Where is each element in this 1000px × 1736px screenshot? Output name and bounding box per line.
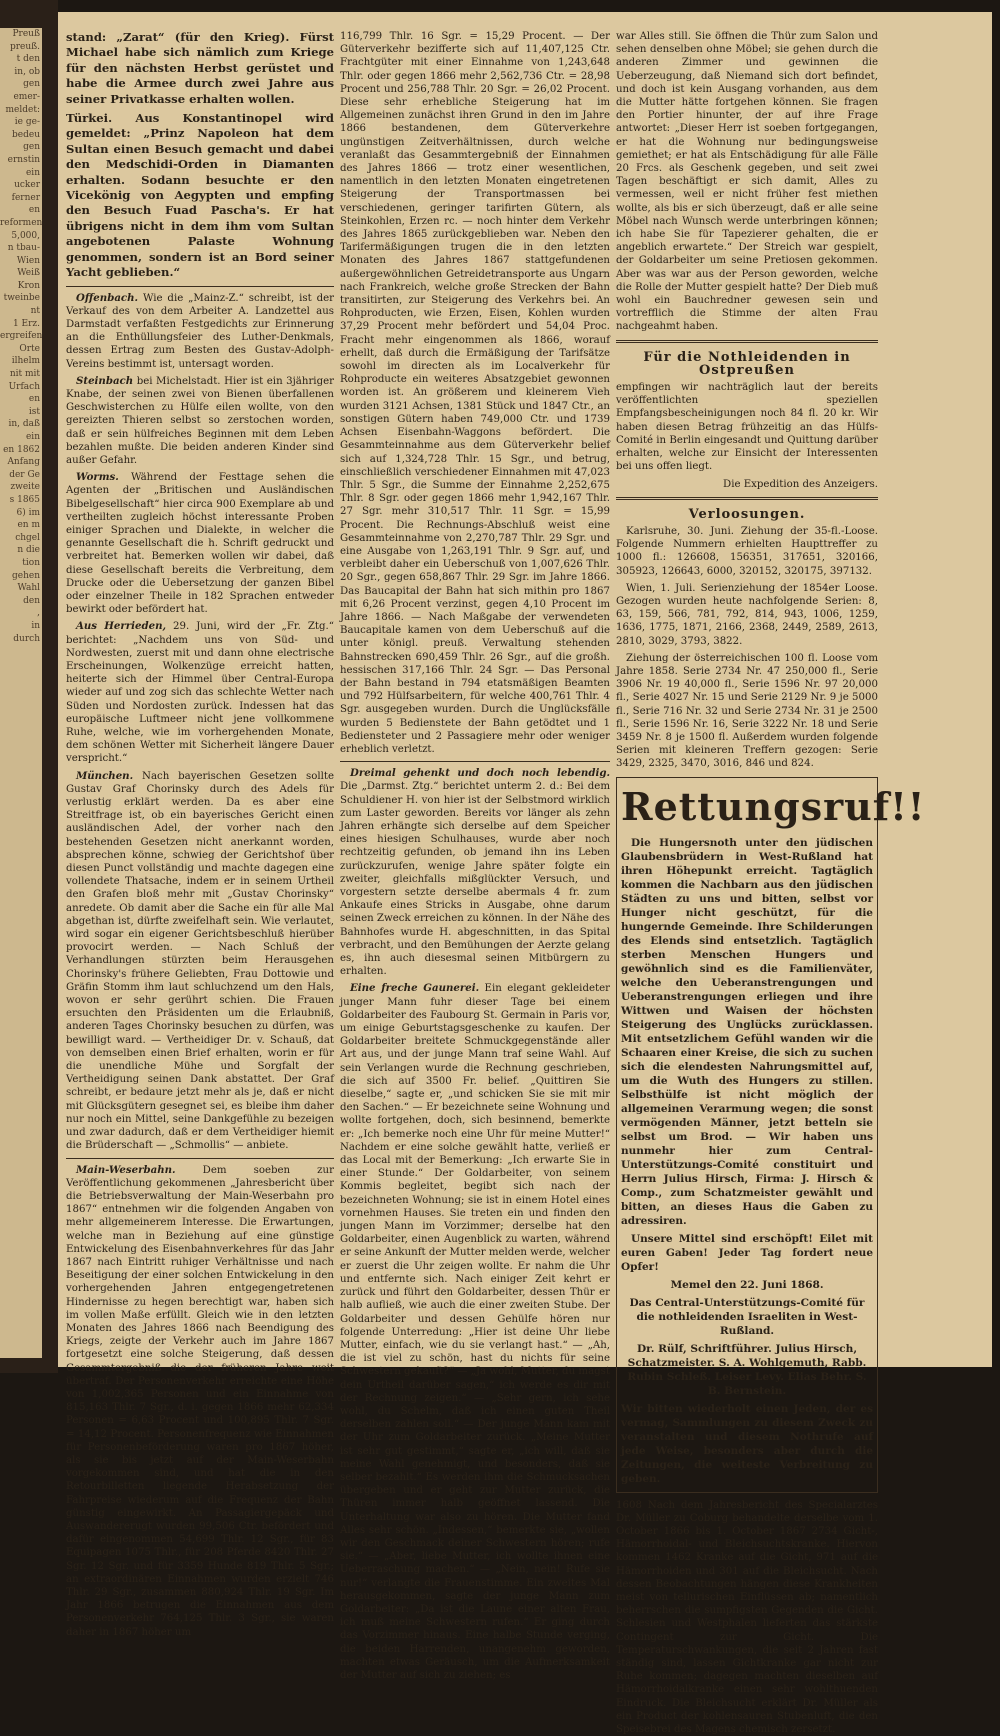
prev-page-fragment: reformen <box>0 217 43 228</box>
notice-signature: Die Expedition des Anzeigers. <box>723 478 878 490</box>
article-herrieden: Aus Herrieden, 29. Juni, wird der „Fr. Ztg.“ berichtet: „Nachdem uns von Süd- und Nordwesten, zuerst mit und dann ohne electrische Erscheinungen, Wolkenzüge erreicht hatten, heiterte sich der Himmel über Central-Europa wieder auf und zog sich das schlechte Wetter nach Süden und Nordosten zurück. Indessen hat das europäische Luftmeer nicht jene vollkommene Ruhe, welche, wie im vorhergehenden Monate, dem schönen Wetter mit Sicherheit längere Dauer verspricht.“ <box>66 620 334 765</box>
article-gaunerei: Eine freche Gaunerei. Ein elegant gekleideter junger Mann fuhr dieser Tage bei einem Goldarbeiter des Faubourg St. Germain in Paris vor, um einige Geburtstagsgeschenke zu kaufen. Der Goldarbeiter breitete Schmuckgegenstände aller Art aus, und der junge Mann traf seine Wahl. Auf sein Verlangen wurde die Rechnung geschrieben, die sich auf 3500 Fr. belief. „Quittiren Sie dieselbe,“ sagte er, „und schicken Sie sie mit mir den Sachen.“ — Er bezeichnete seine Wohnung und wollte fortgehen, doch, sich besinnend, bemerkte er: „Ich bemerke noch eine Uhr für meine Mutter!“ Nachdem er eine solche gewählt hatte, verließ er das Local mit der Bemerkung: „Ich erwarte Sie in einer Stunde.“ Der Goldarbeiter, von seinem Kommis begleitet, begibt sich nach der bezeichneten Wohnung; sie ist in einem Hotel eines vornehmen Hauses. Sie treten ein und finden den jungen Mann im Vorzimmer; derselbe hat den Goldarbeiter, einen Augenblick zu warten, während er seine Ankunft der Mutter melden werde, welcher er zuerst die Uhr zeigen wollte. Er nahm die Uhr und entfernte sich. Nach einiger Zeit kehrt er zurück und führt den Goldarbeiter, dessen Thür er halb aufließ, wie auch die einer zweiten Stube. Der Goldarbeiter und dessen Gehülfe hören nur folgende Unterredung: „Hier ist deine Uhr liebe Mutter, einfach, wie du sie verlangt hast.“ — „Ah, die ist viel zu schön, hast du nichts für seine Schwestern gekauft?“ — „Ja wohl, Mutter, du magst dein Urtheil darüber sagen,“ ich werde es dir mit der Rechnung zeigen.“ — „Sehr gern, ich sehe wohl, du Schelm, daß ich einen guten Theil derselben zahlen soll.“ — Der junge Mann kam mit der Uhr zum Goldarbeiter zurück. „Meine Mutter ist sehr gut gestimmt,“ sagte er, „ich will, daß sie meine Wahl genehmigt, und besonders, daß sie selber bezahlt.“ Es werden ihm die Schmucksachen übergeben und er geht zur Mutter zurück, die Thüren immer halb geöffnet lassend. Die Unterhaltung war also zu hören. Die Mutter fand Alles sehr schön. „Indessen,“ bemerkte sie, „wollen wir den Geschmack deiner Schwestern hören; rufe sie.“ — „Aber, liebe Mutter, ich wollte ihnen eine Ueberraschung machen.“ — „Nein, nein! Rufe sie nur!“ verlangte die Frauenstimme. Ein zweites Mal herausgekommen, sagte der junge Mann zum Goldarbeiter: „Da ist die Laune einer alten Frau, ich muß meine Schwestern rufen.“ Er ging durch das Vorzimmer hinaus. Eine halbe Stunde verging, die beiden Harrenden, unangenehm geworden, machten etwas Geräusch, um die Aufmerksamkeit der Mutter auf sich zu ziehen; es <box>340 982 610 1681</box>
prev-page-fragment: tweinbe <box>3 293 40 304</box>
prev-page-fragment: zweite <box>10 482 40 493</box>
prev-page-fragment: der Ge <box>9 469 40 480</box>
prev-page-fragment: nt <box>30 306 40 317</box>
prev-page-fragment: tion <box>22 557 40 568</box>
appeal-urgent: Unsere Mittel sind erschöpft! Eilet mit euren Gaben! Jeder Tag fordert neue Opfer! <box>621 1232 873 1273</box>
separator <box>340 761 610 762</box>
appeal-committee: Das Central-Unterstützungs-Comité für die nothleidenden Israeliten in West-Rußland. <box>629 1296 865 1337</box>
prev-page-fragment: ilhelm <box>11 356 40 367</box>
article-muenchen: München. Nach bayerischen Gesetzen sollte Gustav Graf Chorinsky durch des Adels für verlustig erklärt werden. Da es aber eine Streitfrage ist, ob ein bayerisches Gericht einen ausländischen Adel, der vorher nach den bestehenden Gesetzen nicht anerkannt worden, absprechen könne, schwieg der Gerichtshof über diesen Punct vollständig und machte dagegen eine vollendete Thatsache, indem er in seinem Urtheil den Grafen bloß mehr mit „Gustav Chorinsky“ anredete. Ob damit aber die Sache ein für alle Mal abgethan ist, dürfte zweifelhaft sein. Wie verlautet, wird sogar ein eigener Gerichtsbeschluß hierüber provocirt werden. — Nach Schluß der Verhandlungen stürzten beim Herausgehen Chorinsky's frühere Geliebten, Frau Dottowie und Gräfin Stomm ihm laut schluchzend um den Hals, wovon er sehr gerührt schien. Die Frauen ersuchten den Präsidenten um die Erlaubniß, anderen Tages Chorinsky besuchen zu dürfen, was bewilligt ward. — Vertheidiger Dr. v. Schauß, dat von demselben einen Brief erhalten, worin er für die unendliche Mühe und Sorgfalt der Vertheidigung seinen Dank abstattet. Der Graf schreibt, er bedaure jetzt mehr als je, daß er nicht mit Glücksgütern gesegnet sei, es bleibe ihm daher nur noch ein Mittel, seine Dankgefühle zu bezeigen und zwar dadurch, daß er dem Vertheidiger hiemit die Brüderschaft — „Schmollis“ — anbiete. <box>66 769 334 1152</box>
prev-page-fragment: durch <box>13 633 40 644</box>
prev-page-fragment: Wien <box>16 255 40 266</box>
lottery-wien: Wien, 1. Juli. Serienziehung der 1854er Loose. Gezogen wurden heute nachfolgende Serien: 8, 63, 159, 566, 781, 792, 814, 943, 1006, 1259, 1636, 1775, 1871, 2166, 2368, 2449, 2589, 2613, 2810, 3029, 3793, 3822. <box>616 582 878 647</box>
prev-page-fragment: n die <box>17 545 40 556</box>
prev-page-fragment: emer- <box>13 91 40 102</box>
prev-page-fragment: meldet: <box>5 104 40 115</box>
prev-page-fragment: gehen <box>11 570 40 581</box>
prev-page-fragment: Urfach <box>8 381 40 392</box>
article-main-weserbahn: Main-Weserbahn. Dem soeben zur Veröffentlichung gekommenen „Jahresbericht über die Betriebsverwaltung der Main-Weserbahn pro 1867“ entnehmen wir die folgenden Angaben von mehr allgemeinerem Interesse. Die Erwartungen, welche man in Beziehung auf eine günstige Entwickelung des Eisenbahnverkehres für das Jahr 1867 nach Eintritt ruhiger Verhältnisse und nach Beseitigung der einer solchen Entwickelung in den vorhergehenden Jahren entgegengetretenen Hindernisse zu hegen berechtigt war, haben sich im vollen Maße erfüllt. Gleich wie in den letzten Monaten des Jahres 1866 nach Beendigung des Kriegs, zeigte der Verkehr auch im Jahre 1867 fortgesetzt eine solche Steigerung, daß dessen Gesammtergebniß die der früheren Jahre weit übertraf. Der Personenverkehr erreichte eine Höhe von 1,002,365 Personen und ein Einnahme von 815,163 Thlr. 7 Sgr., d. i. gegen 1866 mehr 62,334 Personen = 6,63 Procent und 100,895 Thlr. 7 Sgr. = 14,12 Procent. Personenfrequenz wie Einnahmen für Personenbeförderung waren pro 1867 höher, als sie bis jetzt auf der Main-Weserbahn vorgekommen sind, und hat die in den Retourbilletten liegende Herabsetzung der Fahrpreise wiederum auf die Frequenz der Bahn günstig eingewirkt. An Passagiergepäck und Auswandererugt wurden 99,506 Ctr. befördert und dafür eingenommen 54,699 Thlr. 12 Sgr., für 83 Equipagen 1075 Thlr., für 208 Pferde 8420 Thlr. 27 Sgr. 12 Sgr. und für 3359 Hunde 819 Thlr. 5 Sgr.; an extraordinären Einnahmen wurden erzielt 746 Thlr. 29 Sgr., zusammen 880,924 Thlr. 19 Sgr. Im Jahr 1866 betrugen die Einnahmen aus dem Personenverkehr 764,125 Thlr. 3 Sgr., sie waren daher in 1867 höher um <box>66 1163 334 1638</box>
separator <box>66 1158 334 1159</box>
appeal-title: Rettungsruf!! <box>621 783 926 829</box>
appeal-box <box>616 777 926 1493</box>
prev-page-fragment: in, ob <box>14 66 40 77</box>
section-title-ostpreussen: Für die Nothleidenden in Ostpreußen <box>643 349 851 378</box>
article-serbia-end: stand: „Zarat“ (für den Krieg). Fürst Michael habe sich nämlich zum Kriege für den nächsten Herbst gerüstet und habe die Armee durch zwei Jahre aus seiner Privatkasse erhalten wollen. <box>66 30 334 106</box>
prev-page-fragment: gen <box>23 142 40 153</box>
prev-page-fragment: preuß. <box>9 41 40 52</box>
prev-page-fragment: Preuß <box>12 29 40 39</box>
prev-page-fragment: en m <box>17 520 40 531</box>
appeal-date: Memel den 22. Juni 1868. <box>670 1278 824 1291</box>
article-steinbach: Steinbach bei Michelstadt. Hier ist ein 3jähriger Knabe, der seinen zwei von Bienen überfallenen Geschwisterchen zu Hülfe eilen wollte, von den gereizten Thieren selbst so zerstochen worden, daß er sein hülfreiches Beginnen mit dem Leben bezahlen mußte. Die beiden anderen Kinder sind außer Gefahr. <box>66 374 334 466</box>
prev-page-fragment: den <box>23 595 40 606</box>
prev-page-fragment: 6) im <box>16 507 40 518</box>
prev-page-fragment: bedeu <box>12 129 40 140</box>
column-2 <box>340 30 610 1681</box>
appeal-request: Wir bitten wiederholt einen Jeden, der es vermag, Sammlungen zu diesem Zweck zu veranstalten und diesem Nothrufe auf jede Weise, besonders aber durch die Zeitungen, die weiteste Verbreitung zu geben. <box>621 1402 873 1485</box>
prev-page-fragment: nit mit <box>9 369 40 380</box>
separator <box>66 286 334 287</box>
column-3 <box>616 30 926 1736</box>
prev-page-fragment: n tbau- <box>7 243 40 254</box>
prev-page-fragment: 1 Erz. <box>12 318 40 329</box>
prev-page-fragment: ferner <box>11 192 40 203</box>
prev-page-fragment: en <box>28 394 40 405</box>
lottery-austria: Ziehung der österreichischen 100 fl. Loose vom Jahre 1858. Serie 2734 Nr. 47 250,000 fl., Serie 3906 Nr. 19 40,000 fl., Serie 1596 Nr. 97 20,000 fl., Serie 4027 Nr. 15 und Serie 2129 Nr. 9 je 5000 fl., Serie 716 Nr. 32 und Serie 2734 Nr. 31 je 2500 fl., Serie 1596 Nr. 16, Serie 3222 Nr. 18 und Serie 3459 Nr. 8 je 1500 fl. Außerdem wurden folgende Serien mit kleineren Treffern gezogen: Serie 3429, 2325, 3470, 3016, 846 und 824. <box>616 652 878 770</box>
appeal-signatories: Dr. Rülf, Schriftführer. Julius Hirsch, Schatzmeister. S. A. Wohlgemuth, Rabb. Rubin Schleß. Leiser Levy. Elias Behr. S. B. Bernstein. <box>627 1342 867 1397</box>
prev-page-fragment: in <box>31 620 40 631</box>
prev-page-fragment: ist <box>28 406 40 417</box>
lottery-karlsruhe: Karlsruhe, 30. Juni. Ziehung der 35-fl.-Loose. Folgende Nummern erhielten Haupttreffer zu 1000 fl.: 126608, 156351, 317651, 320166, 305923, 126643, 6000, 320152, 320175, 397132. <box>616 525 878 577</box>
prev-page-fragment: , <box>37 608 40 619</box>
prev-page-fragment: ergreifen <box>0 331 43 342</box>
prev-page-fragment: ein <box>25 432 40 442</box>
previous-page-edge <box>0 28 42 1358</box>
prev-page-fragment: 5,000, <box>11 230 40 241</box>
prev-page-fragment: ie ge- <box>14 117 40 128</box>
article-worms: Worms. Während der Festtage sehen die Agenten der „Britischen und Ausländischen Bibelgesellschaft“ hier circa 900 Exemplare ab und vertheilten zugleich höchst interessante Proben einiger Sprachen und Dialekte, in welcher die genannte Gesellschaft die h. Schrift gedruckt und verbreitet hat. Bemerken wollen wir dabei, daß diese Gesellschaft bereits die Verbreitung, dem Drucke oder die Uebersetzung der ganzen Bibel oder einzelner Theile in 182 Sprachen entweder bewirkt oder befördert hat. <box>66 471 334 616</box>
prev-page-fragment: en 1862 <box>3 444 40 455</box>
article-dreimal-gehenkt: Dreimal gehenkt und doch noch lebendig. Die „Darmst. Ztg.“ berichtet unterm 2. d.: Bei dem Schuldiener H. von hier ist der Selbstmord wirklich zum Laster geworden. Bereits vor länger als zehn Jahren erhängte sich derselbe auf dem Speicher eines hiesigen Schulhauses, wurde aber noch rechtzeitig gefunden, ob jemand ihn ins Leben zurückzurufen, wenige Jahre später folgte ein zweiter, gleichfalls mißglückter Versuch, und vorgestern setzte derselbe abermals 4 fr. zum Ankaufe eines Stricks in Ausgabe, ohne darum seinen Zweck erreichen zu können. In der Nähe des Bahnhofes wurde H. abgeschnitten, in das Spital verbracht, und den Bemühungen der Aerzte gelang es, ihn auch diesesmal seinen Mitbürgern zu erhalten. <box>340 767 610 978</box>
appeal-text: Die Hungersnoth unter den jüdischen Glaubensbrüdern in West-Rußland hat ihren Höhepunkt erreicht. Tagtäglich kommen die Nachbarn aus den jüdischen Städten zu uns und bitten, selbst vor Hunger nicht geschützt, für die hungernde Gemeinde. Ihre Schilderungen des Elends sind entsetzlich. Tagtäglich sterben Menschen Hungers und gewöhnlich sind es die Familienväter, welche den Ueberanstrengungen und Ueberanstrengungen erliegen und ihre Wittwen und Waisen der höchsten Steigerung des Unglücks zurücklassen. Mit entsetzlichem Gefühl wanden wir die Schaaren einer Kreise, die sich zu suchen sich die elendesten Nahrungsmittel auf, um die Wuth des Hungers zu stillen. Selbsthülfe ist nicht möglich der allgemeinen Verarmung wegen; die sonst vermögenden Männer, jetzt betteln sie selbst um Brod. — Wir haben uns nunmehr hier zum Central-Unterstützungs-Comité constituirt und Herrn Julius Hirsch, Firma: J. Hirsch & Comp., zum Schatzmeister gewählt und bitten, an dieses Haus die Gaben zu adressiren. <box>621 836 873 1227</box>
prev-page-fragment: ucker <box>14 180 40 191</box>
prev-page-fragment: s 1865 <box>9 494 40 505</box>
prev-page-fragment: gen <box>23 79 40 90</box>
prev-page-fragment: en <box>28 205 40 216</box>
newspaper-page <box>58 12 992 1736</box>
prev-page-fragment: ein <box>25 167 40 178</box>
prev-page-fragment: in, daß <box>8 419 40 430</box>
article-medical-report: 1608 Nach dem Jahresbericht des Specialarztes Dr. Müller zu Coburg behandelte derselbe vom 1. October 1866 bis 1. October 1867 2734 Gicht-, Hämorrhoidal- und Bleichsuchtskranke. Hiervon kommen 1462 Kranke auf die Gicht, 971 auf die Hämorrhoiden und 301 auf die Bleichsucht. Nach dessen Beobachtungen hängen diese Krankheiten meist von tellurischen Einflüssen ab; namentlich beherrschen die sumpfigsten Gegenden die Gicht. Schlesien und Westphalen lieferten das stärkste Contingent zur Gicht. Die Temperaturschwankungen, die seit 2 Jahren fast ständig sind, lassen Gichtkranke gar nicht zur Ruhe kommen; dagegen machten dieselben auf Hämorrhoidalkranke einen sehr wohlthuenden Eindruck. Die Bleichsucht erklärt Dr. Müller als ein Product der kohlensauren Stubenluft, die den Speisebrei des Magens chemisch zersetzt. <box>616 1499 878 1736</box>
prev-page-fragment: chgel <box>15 532 40 543</box>
notice-ostpreussen: empfingen wir nachträglich laut der bereits veröffentlichten speziellen Empfangsbescheinigungen noch 84 fl. 20 kr. Wir haben diesen Betrag frühzeitig an das Hülfs-Comité in Berlin eingesandt und Quittung darüber erhalten, welche zur Einsicht der Interessenten bei uns offen liegt. <box>616 382 878 473</box>
prev-page-fragment: Kron <box>17 280 40 291</box>
article-gaunerei-cont: war Alles still. Sie öffnen die Thür zum Salon und sehen denselben ohne Möbel; sie gehen durch die anderen Zimmer und gewinnen die Ueberzeugung, daß Niemand sich dort befindet, und doch ist kein Ausgang vorhanden, aus dem die Mutter hätte fortgehen können. Sie fragen den Portier hinunter, der auf ihre Frage antwortet: „Dieser Herr ist soeben fortgegangen, er hat die Wohnung nur bedingungsweise gemiethet; er hat als Entschädigung für alle Fälle 20 Frcs. als Geschenk gegeben, und seit zwei Tagen beschäftigt er sich damit, Alles zu vermessen, weil er nicht früher fest miethen wollte, als bis er sich überzeugt, daß er alle seine Möbel nach Wunsch werde unterbringen können; ich habe Sie für Tapezierer gehalten, die er angeblich erwartete.“ Der Streich war gespielt, der Goldarbeiter um seine Pretiosen gekommen. Aber was war aus der Person geworden, welche die Rolle der Mutter gespielt hatte? Der Dieb muß wohl ein Bauchredner gewesen sein und vortrefflich die Stimme der alten Frau nachgeahmt haben. <box>616 31 878 333</box>
article-main-weserbahn-cont: 116,799 Thlr. 16 Sgr. = 15,29 Procent. — Der Güterverkehr bezifferte sich auf 11,407,125 Ctr. Frachtgüter mit einer Einnahme von 1,243,648 Thlr. oder gegen 1866 mehr 2,562,736 Ctr. = 28,98 Procent und 256,788 Thlr. 20 Sgr. = 26,02 Procent. Diese sehr erhebliche Steigerung hat im Allgemeinen zunächst ihren Grund in den im Jahre 1866 bestandenen, dem Güterverkehre ungünstigen Zeitverhältnissen, durch welche veranlaßt das Gesammtergebniß der Einnahmen des Jahres 1866 — trotz einer wesentlichen, namentlich in den letzten Monaten eingetretenen Steigerung der Transportmassen bei verschiedenen, geringer tarifirten Gütern, als Steinkohlen, Erzen rc. — noch hinter dem Verkehr des Jahres 1865 zurückgeblieben war. Neben den Tarifermäßigungen trugen die in den letzten Monaten des Jahres 1867 stattgefundenen außergewöhnlichen Getreidetransporte aus Ungarn nach Frankreich, welche große Strecken der Bahn transitirten, zur Steigerung des Verkehrs bei. An Rohproducten, wie Erzen, Eisen, Kohlen wurden 37,29 Procent mehr befördert und 54,04 Proc. Fracht mehr eingenommen als 1866, worauf erhellt, daß durch die Ermäßigung der Tarifsätze sowohl im directen als im Localverkehr für Rohproducte ein weiteres Absatzgebiet gewonnen worden ist. An größerem und kleinerem Vieh wurden 3121 Achsen, 1381 Stück und 1847 Ctr., an sonstigen Gütern haben 749,000 Ctr. und 1739 Achsen Eisenbahn-Waggons befördert. Die Gesammteinnahme aus dem Güterverkehr belief sich auf 1,324,728 Thlr. 15 Sgr., und betrug, einschließlich verschiedener Einnahmen mit 47,023 Thlr. 5 Sgr., die Summe der Einnahme 2,252,675 Thlr. 8 Sgr. oder gegen 1866 mehr 1,942,167 Thlr. 27 Sgr. mehr 310,517 Thlr. 11 Sgr. = 15,99 Procent. Die Rechnungs-Abschluß weist eine Gesammteinnahme von 2,270,787 Thlr. 29 Sgr. und eine Ausgabe von 1,263,191 Thlr. 9 Sgr. auf, und verbleibt daher ein Ueberschuß von 1,007,626 Thlr. 20 Sgr., gegen 658,867 Thlr. 29 Sgr. im Jahre 1866. Das Baucapital der Bahn hat sich mithin pro 1867 mit 6,26 Procent verzinst, gegen 4,10 Procent im Jahre 1866. — Nach Maßgabe der verwendeten Baucapitale kamen von dem Ueberschuß auf die unter königl. preuß. Verwaltung stehenden Bahnstrecken 690,459 Thlr. 26 Sgr., auf die großh. hessischen 317,166 Thlr. 24 Sgr. — Das Personal der Bahn bestand in 794 etatsmäßigen Beamten und 792 Hülfsarbeitern, für welche 400,761 Thlr. 4 Sgr. ausgegeben wurden. Durch die Unglücksfälle wurden 5 Bedienstete der Bahn getödtet und 1 Bediensteter und 2 Passagiere mehr oder weniger erheblich verletzt. <box>340 31 610 755</box>
article-offenbach: Offenbach. Wie die „Mainz-Z.“ schreibt, ist der Verkauf des von dem Arbeiter A. Landzettel aus Darmstadt verfaßten Festgedichts zur Erinnerung an die Enthüllungsfeier des Luther-Denkmals, dessen Ertrag zum Besten des Gustav-Adolph-Vereins bestimmt ist, untersagt worden. <box>66 291 335 370</box>
section-title-verloosungen: Verloosungen. <box>688 506 806 522</box>
double-separator <box>616 340 878 345</box>
prev-page-fragment: Wahl <box>17 583 40 594</box>
double-separator <box>616 497 878 502</box>
prev-page-fragment: Weiß <box>17 268 40 279</box>
column-1 <box>66 30 335 1638</box>
prev-page-fragment: Anfang <box>7 457 40 468</box>
prev-page-fragment: t den <box>16 54 40 65</box>
article-turkey: Türkei. Aus Konstantinopel wird gemeldet: „Prinz Napoleon hat dem Sultan einen Besuch gemacht und dabei den Medschidi-Orden in Diamanten erhalten. Sodann besuchte er den Vicekönig von Aegypten und empfing den Besuch Fuad Pascha's. Er hat übrigens nicht in dem ihm vom Sultan angebotenen Palaste Wohnung genommen, sondern ist an Bord seiner Yacht geblieben.“ <box>66 111 334 280</box>
article-heading: Türkei. <box>66 111 113 126</box>
prev-page-fragment: ernstin <box>7 154 40 165</box>
prev-page-fragment: Orte <box>19 343 40 354</box>
